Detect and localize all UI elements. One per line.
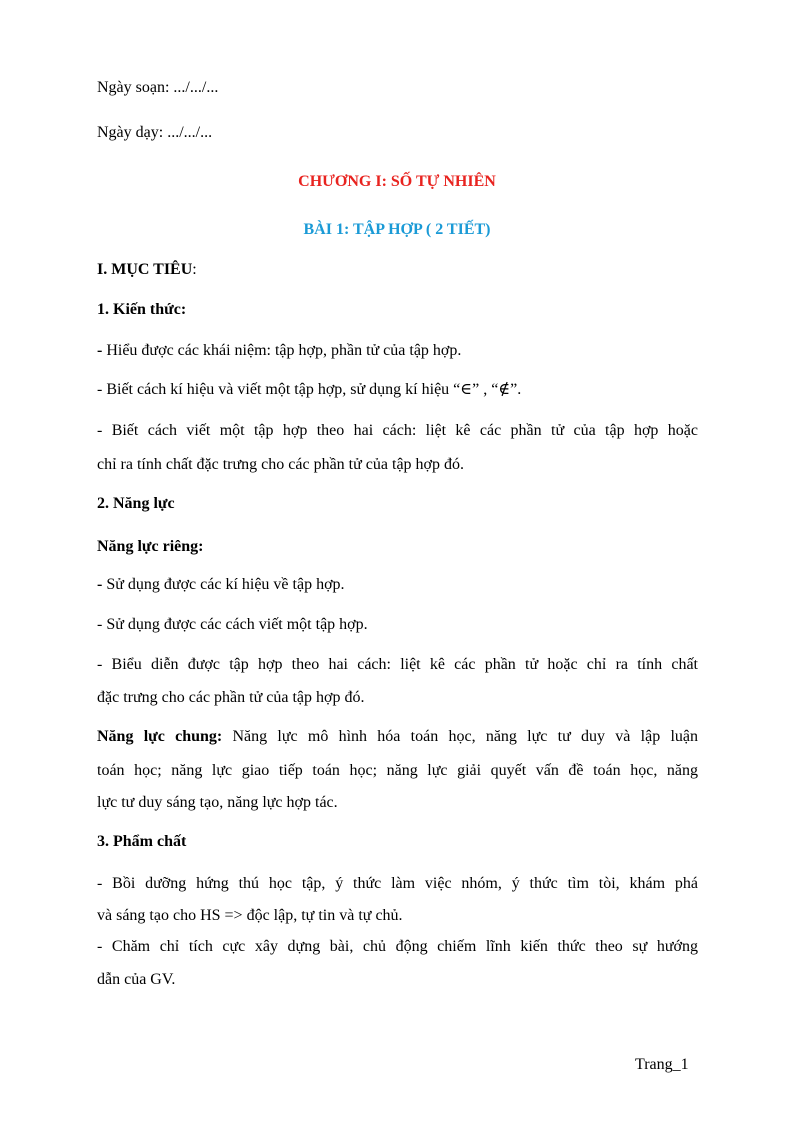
- qualities-line: - Bồi dưỡng hứng thú học tập, ý thức làm việc nhóm, ý thức tìm tòi, khám phá: [97, 875, 698, 892]
- section-heading-suffix: :: [192, 261, 197, 278]
- knowledge-item: - Biết cách viết một tập hợp theo hai cách: liệt kê các phần tử của tập hợp hoặc: [97, 422, 698, 439]
- competence-item-text: Sử dụng được các kí hiệu về tập hợp.: [102, 576, 345, 593]
- knowledge-item: - Biết cách kí hiệu và viết một tập hợp, sử dụng kí hiệu “∈” , “∉”.: [97, 381, 522, 398]
- qualities-line: dẫn của GV.: [97, 971, 176, 988]
- competence-item: [97, 575, 345, 595]
- specific-competence-heading: Năng lực riêng:: [97, 538, 204, 555]
- knowledge-item-continuation: chỉ ra tính chất đặc trưng cho các phần tử của tập hợp đó.: [97, 456, 464, 473]
- competence-item: - Sử dụng được các cách viết một tập hợp.: [97, 616, 368, 633]
- competence-item: - Biểu diễn được tập hợp theo hai cách: liệt kê các phần tử hoặc chỉ ra tính chất: [97, 656, 698, 673]
- general-competence-line: toán học; năng lực giao tiếp toán học; năng lực giải quyết vấn đề toán học, năng: [97, 762, 698, 779]
- general-competence-label: Năng lực chung:: [97, 728, 223, 745]
- qualities-line: - Chăm chỉ tích cực xây dựng bài, chủ động chiếm lĩnh kiến thức theo sự hướng: [97, 938, 698, 955]
- section-heading-text: I. MỤC TIÊU: [97, 261, 193, 278]
- bullet-dash: -: [97, 576, 103, 593]
- bullet-dash: -: [97, 342, 103, 359]
- lesson-title: BÀI 1: TẬP HỢP ( 2 TIẾT): [303, 221, 491, 238]
- knowledge-heading: 1. Kiến thức:: [97, 301, 187, 318]
- teach-date: Ngày dạy: .../.../...: [97, 124, 213, 141]
- general-competence-text: Năng lực mô hình hóa toán học, năng lực tư duy và lập luận: [222, 728, 698, 745]
- general-competence-line: [97, 727, 698, 747]
- general-competence-line: lực tư duy sáng tạo, năng lực hợp tác.: [97, 794, 338, 811]
- page-number: Trang_1: [635, 1056, 689, 1073]
- prep-date: Ngày soạn: .../.../...: [97, 79, 219, 96]
- qualities-line: và sáng tạo cho HS => độc lập, tự tin và tự chủ.: [97, 907, 403, 924]
- section-heading-objectives: [97, 260, 197, 280]
- knowledge-item: [97, 341, 461, 361]
- chapter-title: CHƯƠNG I: SỐ TỰ NHIÊN: [298, 173, 496, 190]
- competence-heading: 2. Năng lực: [97, 495, 175, 512]
- qualities-heading: 3. Phẩm chất: [97, 833, 187, 850]
- knowledge-item-text: Hiểu được các khái niệm: tập hợp, phần tử của tập hợp.: [102, 342, 462, 359]
- competence-item-continuation: đặc trưng cho các phần tử của tập hợp đó.: [97, 689, 365, 706]
